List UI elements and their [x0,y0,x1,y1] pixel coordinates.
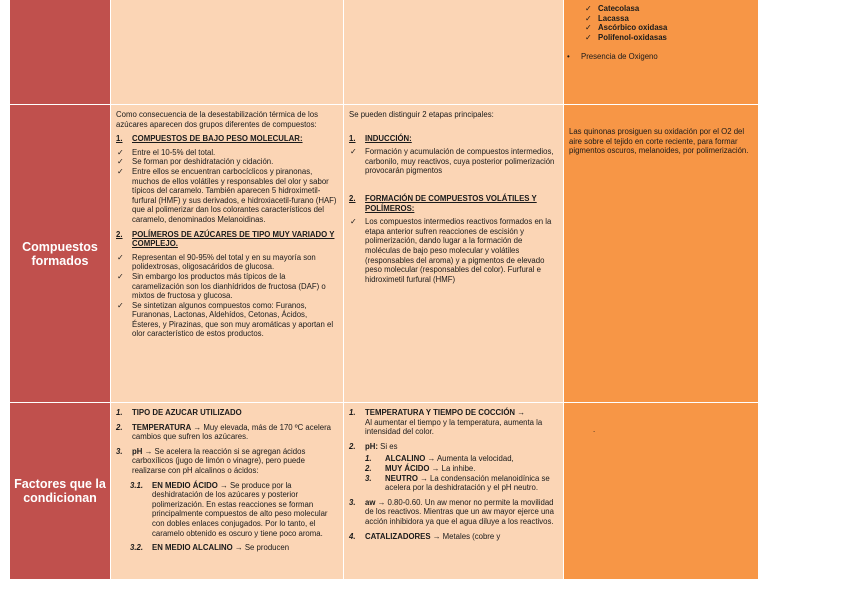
item-heading: TEMPERATURA Y TIEMPO DE COCCIÓN → [365,408,525,417]
item-number: 3. [116,446,123,456]
row-header-compuestos [10,105,110,403]
sub-item-body: → La inhibe. [429,463,476,473]
item-number: 3. [349,497,356,507]
check-item: ✓ Representan el 90-95% del total y en su mayoría son polidextrosas, oligosacáridos de glucosa. [116,253,337,272]
item-text [365,408,557,437]
item-number: 2. [349,441,356,451]
cell-factores-col2 [343,403,563,579]
item-text [365,532,557,542]
section-heading [349,194,557,213]
sub-item-heading: MUY ÁCIDO [385,463,430,473]
check-list [116,148,337,225]
sub-item-text [152,481,337,539]
intro-text: Se pueden distinguir 2 etapas principales: [349,110,494,119]
numbered-item [349,408,557,437]
heading-text: INDUCCIÓN: [365,133,412,143]
item-heading: CATALIZADORES [365,531,431,541]
sub-item-text [385,474,557,493]
sub-item-text [385,464,475,474]
item-text: TIPO DE AZUCAR UTILIZADO [132,408,242,417]
item-number: 4. [349,531,356,541]
intro-text: Como consecuencia de la desestabilización térmica de los azúcares aparecen dos grupos diferentes de compuestos: [116,110,318,129]
cell-top-col2 [343,0,563,105]
check-item: ✓ Entre el 10-5% del total. [116,148,337,158]
check-item: ✓ Entre ellos se encuentran carbocíclicos y piranonas, muchos de ellos volátiles y responsables del olor y sabor típicos del caramelo. También aparecen 5 hidroximetil-furfural (HMF) y sus derivados, e hidroxiacetil-furano (HAF) que al polimerizar dan los colorantes característicos del caramelo, denominados Melanoidinas. [116,167,337,225]
check-list [349,147,557,176]
sub-item-body: → Se produce por la deshidratación de los azúcares y posterior polimerización. En estas reacciones se forman principalmente compuestos de alto peso molecular con dobles enlaces conjugados. Por lo tanto, el caramelo obtenido es oscuro y tiene poco aroma. [152,480,328,538]
oxygen-text: Presencia de Oxigeno [581,52,658,62]
enzyme-item: ✓ Lacassa [585,14,758,24]
row-header-label: Factores que la condicionan [14,477,106,505]
item-heading: pH [132,446,143,456]
numbered-item [116,408,337,418]
cell-top-col3 [563,0,758,105]
cell-compuestos-col1 [110,105,343,403]
item-text [132,423,337,442]
sub-item [349,474,557,493]
sub-item-heading: EN MEDIO ÁCIDO [152,480,218,490]
item-body: → Se acelera la reacción si se agregan ácidos carboxílicos (jugo de limón o vinagre), pero puede realizarse con pH alcalinos o ácidos: [132,446,306,475]
item-text [365,498,557,527]
heading-text: POLÍMEROS DE AZÚCARES DE TIPO MUY VARIADO Y COMPLEJO. [132,229,335,249]
heading-number: 2. [116,229,123,239]
cell-factores-col3 [563,403,758,579]
quinonas-text: Las quinonas prosiguen su oxidación por el O2 del aire sobre el tejido en corte reciente, para formar pigmentos oscuros, melanoides, por polimerización. [569,127,749,156]
numbered-item [349,532,557,542]
enzyme-list [563,0,758,42]
enzyme-item: ✓ Catecolasa [585,4,758,14]
sub-item [116,543,337,553]
numbered-item [116,423,337,442]
check-list [116,253,337,339]
sub-item-number: 2. [365,463,372,473]
row-header-label: Compuestos formados [22,240,98,268]
heading-number: 1. [349,133,356,143]
sub-item-body: → Aumenta la velocidad, [425,454,514,464]
section-heading [116,134,337,144]
enzyme-item: ✓ Ascórbico oxidasa [585,23,758,33]
row-header-factores [10,403,110,579]
check-item: ✓ Se forman por deshidratación y cidación. [116,157,337,167]
grid-line [563,0,564,579]
bullet-icon: • [567,52,570,62]
heading-text: FORMACIÓN DE COMPUESTOS VOLÁTILES Y POLÍMEROS: [365,193,537,213]
grid-line [10,104,758,105]
item-text [365,442,557,452]
heading-number: 2. [349,193,356,203]
cell-factores-col1 [110,403,343,579]
item-heading: TEMPERATURA [132,422,192,432]
enzyme-item: ✓ Polifenol-oxidasas [585,33,758,43]
item-body: → Metales (cobre y [430,531,501,541]
cell-top-col1 [110,0,343,105]
sub-item [116,481,337,539]
item-text [132,447,337,476]
sub-item-text [385,454,514,464]
sub-item-body: → La condensación melanoidínica se acelera por la deshidratación y el pH neutro. [385,473,550,493]
sub-item-body: → Se producen [232,543,290,553]
item-heading: pH: [365,441,378,451]
numbered-item [349,498,557,527]
sub-item-heading: EN MEDIO ALCALINO [152,543,233,553]
item-number: 1. [349,408,356,417]
heading-text: COMPUESTOS DE BAJO PESO MOLECULAR: [132,134,303,144]
sub-item-number: 3.1. [130,480,144,490]
row-header-top [10,0,110,105]
sub-item-heading: ALCALINO [385,454,426,464]
oxygen-bullet [563,52,758,61]
grid-line [343,0,344,579]
check-item: ✓ Sin embargo los productos más típicos de la caramelización son los dianhídridos de fructosa (DAF) o mixtos de fructosa y glucosa. [116,272,337,301]
sub-item [349,464,557,474]
check-list [349,217,557,284]
item-number: 1. [116,408,123,417]
sub-item-heading: NEUTRO [385,473,418,483]
check-item: ✓ Los compuestos intermedios reactivos formados en la etapa anterior sufren reacciones de escisión y polimerización, dando lugar a la formación de moléculas de bajo peso molecular y volátiles (responsables del aroma) y a pigmentos de elevado peso molecular (responsables del color). Furfural e hidroximetil furfural (HMF) [349,217,557,284]
section-heading [349,134,557,144]
cell-compuestos-col2 [343,105,563,403]
sub-item-number: 3.2. [130,543,144,553]
grid-line [110,0,111,579]
cell-compuestos-col3 [563,105,758,403]
placeholder-dot: . [593,425,596,434]
sub-item-text [152,543,337,553]
sub-item-number: 1. [365,454,372,464]
grid-line [10,402,758,403]
item-body: Al aumentar el tiempo y la temperatura, aumenta la intensidad del color. [365,417,543,437]
item-number: 2. [116,422,123,432]
item-body: → Muy elevada, más de 170 ºC acelera cambios que sufren los azúcares. [132,422,331,442]
check-item: ✓ Formación y acumulación de compuestos intermedios, carbonilo, muy reactivos, cuya posterior polimerización provocarán pigmentos [349,147,557,176]
heading-number: 1. [116,134,123,144]
numbered-item [349,442,557,452]
sub-item [349,454,557,464]
check-item: ✓ Se sintetizan algunos compuestos como: Furanos, Furanonas, Lactonas, Aldehídos, Cetonas, Ácidos, Ésteres, y Pirazinas, que son muy aromáticas y aportan el olor característico de estos productos. [116,301,337,339]
item-body: → 0.80-0.60. Un aw menor no permite la movilidad de los reactivos. Mientras que un aw mayor ejerce una acción inhibidora ya que el agua diluye a los reactivos. [365,497,554,526]
item-heading: aw [365,497,376,507]
item-body: Si es [378,441,398,451]
section-heading [116,230,337,249]
sub-item-number: 3. [365,473,372,483]
numbered-item [116,447,337,476]
